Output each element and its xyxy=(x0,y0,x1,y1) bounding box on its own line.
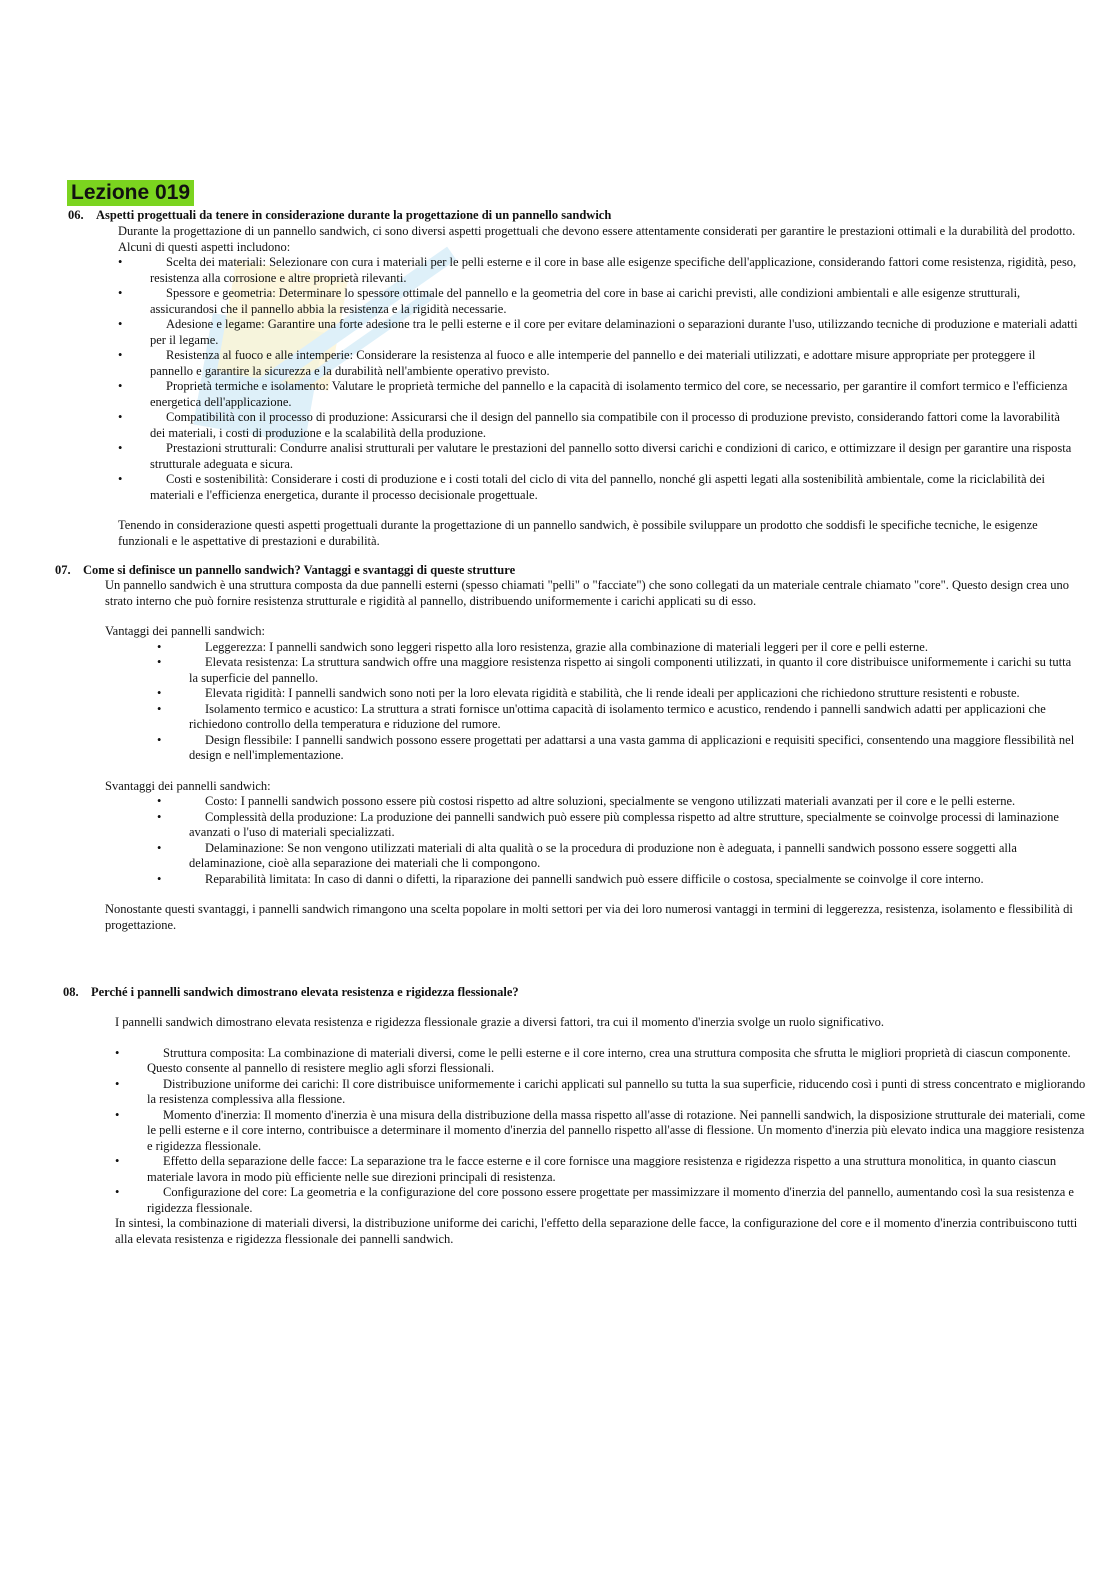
question-number: 07. xyxy=(55,563,71,577)
question-number: 08. xyxy=(63,985,79,999)
question-07-body xyxy=(105,578,1075,933)
question-08-body xyxy=(115,1015,1090,1247)
question-number: 06. xyxy=(68,208,84,222)
list-item: • Costo: I pannelli sandwich possono essere più costosi rispetto ad altre soluzioni, specialmente se vengono utilizzati materiali avanzati per il core e le pelli esterne. xyxy=(157,794,1075,810)
q06-conclusion: Tenendo in considerazione questi aspetti progettuali durante la progettazione di un pannello sandwich, è possibile sviluppare un prodotto che soddisfi le specifiche tecniche, le esigenze funzionali e le aspettative di prestazioni e durabilità. xyxy=(118,518,1038,548)
advantages-heading: Vantaggi dei pannelli sandwich: xyxy=(105,624,266,638)
question-title: Come si definisce un pannello sandwich? Vantaggi e svantaggi di queste strutture xyxy=(83,563,516,577)
list-item: • Configurazione del core: La geometria e la configurazione del core possono essere progettate per massimizzare il momento d'inerzia del pannello, aumentando così la sua resistenza e rigidezza flessionale. xyxy=(115,1185,1090,1216)
list-item: • Resistenza al fuoco e alle intemperie: Considerare la resistenza al fuoco e alle intemperie del pannello e dei materiali utilizzati, e adottare misure appropriate per proteggere il pannello e garantire la sicurezza e la durabilità nell'ambiente operativo previsto. xyxy=(118,348,1078,379)
disadvantages-list xyxy=(157,794,1075,887)
list-item: • Struttura composita: La combinazione di materiali diversi, come le pelli esterne e il core interno, crea una struttura composita che sfrutta le migliori proprietà di ciascun componente. Questo consente al pannello di resistere meglio agli sforzi flessionali. xyxy=(115,1046,1090,1077)
lesson-title: Lezione 019 xyxy=(67,180,194,206)
list-item: • Delaminazione: Se non vengono utilizzati materiali di alta qualità o se la procedura di produzione non è adeguata, i pannelli sandwich possono essere soggetti alla delaminazione, cioè alla separazione dei materiali che li compongono. xyxy=(157,841,1075,872)
question-07-heading xyxy=(55,563,515,579)
list-item: • Spessore e geometria: Determinare lo spessore ottimale del pannello e la geometria del core in base ai carichi previsti, alle condizioni ambientali e alle esigenze strutturali, assicurandosi che il pannello abbia la resistenza e la rigidità necessarie. xyxy=(118,286,1078,317)
q07-intro: Un pannello sandwich è una struttura composta da due pannelli esterni (spesso chiamati "pelli" o "facciate") che sono collegati da un materiale centrale chiamato "core". Questo design crea uno strato interno che può fornire resistenza strutturale e rigidità al pannello, distribuendo uniformemente i carichi applicati su di esso. xyxy=(105,578,1069,608)
list-item: • Complessità della produzione: La produzione dei pannelli sandwich può essere più complessa rispetto ad altre strutture, specialmente se coinvolge processi di laminazione avanzati o l'uso di materiali specializzati. xyxy=(157,810,1075,841)
list-item: • Costi e sostenibilità: Considerare i costi di produzione e i costi totali del ciclo di vita del pannello, nonché gli aspetti legati alla sostenibilità ambientale, come la riciclabilità dei materiali e l'efficienza energetica, durante il processo decisionale progettuale. xyxy=(118,472,1078,503)
q08-list xyxy=(115,1046,1090,1217)
q08-conclusion: In sintesi, la combinazione di materiali diversi, la distribuzione uniforme dei carichi, l'effetto della separazione delle facce, la configurazione del core e il momento d'inerzia contribuiscono tutti alla elevata resistenza e rigidezza flessionale dei pannelli sandwich. xyxy=(115,1216,1078,1246)
list-item: • Compatibilità con il processo di produzione: Assicurarsi che il design del pannello sia compatibile con il processo di produzione previsto, considerando fattori come la lavorabilità dei materiali, i costi di produzione e la scalabilità della produzione. xyxy=(118,410,1078,441)
question-title: Perché i pannelli sandwich dimostrano elevata resistenza e rigidezza flessionale? xyxy=(91,985,519,999)
disadvantages-heading: Svantaggi dei pannelli sandwich: xyxy=(105,778,271,793)
list-item: • Scelta dei materiali: Selezionare con cura i materiali per le pelli esterne e il core in base alle esigenze specifiche dell'applicazione, considerando fattori come resistenza, rigidità, peso, resistenza alla corrosione e altre proprietà rilevanti. xyxy=(118,255,1078,286)
question-title: Aspetti progettuali da tenere in considerazione durante la progettazione di un pannello sandwich xyxy=(96,208,612,222)
list-item: • Elevata rigidità: I pannelli sandwich sono noti per la loro elevata rigidità e stabilità, che li rende ideali per applicazioni che richiedono strutture resistenti e robuste. xyxy=(157,686,1075,702)
list-item: • Momento d'inerzia: Il momento d'inerzia è una misura della distribuzione della massa rispetto all'asse di rotazione. Nei pannelli sandwich, la disposizione strutturale dei materiali, come le pelli esterne e il core interno, contribuisce a determinare il momento d'inerzia del pannello rispetto all'asse di flessione. Un momento d'inerzia più elevato indica una maggiore resistenza e rigidezza flessionale. xyxy=(115,1108,1090,1155)
list-item: • Prestazioni strutturali: Condurre analisi strutturali per valutare le prestazioni del pannello sotto diversi carichi e condizioni di carico, e ottimizzare il design per garantire una risposta strutturale adeguata e sicura. xyxy=(118,441,1078,472)
q06-intro: Durante la progettazione di un pannello sandwich, ci sono diversi aspetti progettuali che devono essere attentamente considerati per garantire le prestazioni ottimali e la durabilità del prodotto. Alcuni di questi aspetti includono: xyxy=(118,224,1076,254)
list-item: • Isolamento termico e acustico: La struttura a strati fornisce un'ottima capacità di isolamento termico e acustico, rendendo i pannelli sandwich adatti per applicazioni che richiedono controllo della temperatura e riduzione del rumore. xyxy=(157,702,1075,733)
question-06-body xyxy=(118,224,1078,549)
list-item: • Proprietà termiche e isolamento: Valutare le proprietà termiche del pannello e la capacità di isolamento termico del core, se necessario, per garantire il comfort termico e l'efficienza energetica dell'applicazione. xyxy=(118,379,1078,410)
q08-intro: I pannelli sandwich dimostrano elevata resistenza e rigidezza flessionale grazie a diversi fattori, tra cui il momento d'inerzia svolge un ruolo significativo. xyxy=(115,1015,885,1029)
list-item: • Leggerezza: I pannelli sandwich sono leggeri rispetto alla loro resistenza, grazie alla combinazione di materiali leggeri per il core e pelli esterne. xyxy=(157,640,1075,656)
list-item: • Design flessibile: I pannelli sandwich possono essere progettati per adattarsi a una vasta gamma di applicazioni e requisiti specifici, consentendo una maggiore flessibilità nel design e nell'implementazione. xyxy=(157,733,1075,764)
q07-conclusion: Nonostante questi svantaggi, i pannelli sandwich rimangono una scelta popolare in molti settori per via dei loro numerosi vantaggi in termini di leggerezza, resistenza, isolamento e flessibilità di progettazione. xyxy=(105,902,1073,932)
question-06-heading xyxy=(68,208,611,224)
list-item: • Reparabilità limitata: In caso di danni o difetti, la riparazione dei pannelli sandwich può essere difficile o costosa, specialmente se coinvolge il core interno. xyxy=(157,872,1075,888)
list-item: • Distribuzione uniforme dei carichi: Il core distribuisce uniformemente i carichi applicati sul pannello su tutta la sua superficie, riducendo così i punti di stress concentrato e migliorando la resistenza complessiva alla flessione. xyxy=(115,1077,1090,1108)
advantages-list xyxy=(157,640,1075,764)
q06-list xyxy=(118,255,1078,503)
list-item: • Effetto della separazione delle facce: La separazione tra le facce esterne e il core fornisce una maggiore resistenza e rigidezza rispetto a una struttura monolitica, in quanto ciascun materiale lavora in modo più efficiente nelle sue direzioni principali di resistenza. xyxy=(115,1154,1090,1185)
list-item: • Elevata resistenza: La struttura sandwich offre una maggiore resistenza rispetto ai singoli componenti utilizzati, in quanto il core distribuisce uniformemente i carichi su tutta la superficie del pannello. xyxy=(157,655,1075,686)
question-08-heading xyxy=(63,985,519,1001)
list-item: • Adesione e legame: Garantire una forte adesione tra le pelli esterne e il core per evitare delaminazioni o separazioni durante l'uso, utilizzando tecniche di produzione e materiali adatti per il legame. xyxy=(118,317,1078,348)
